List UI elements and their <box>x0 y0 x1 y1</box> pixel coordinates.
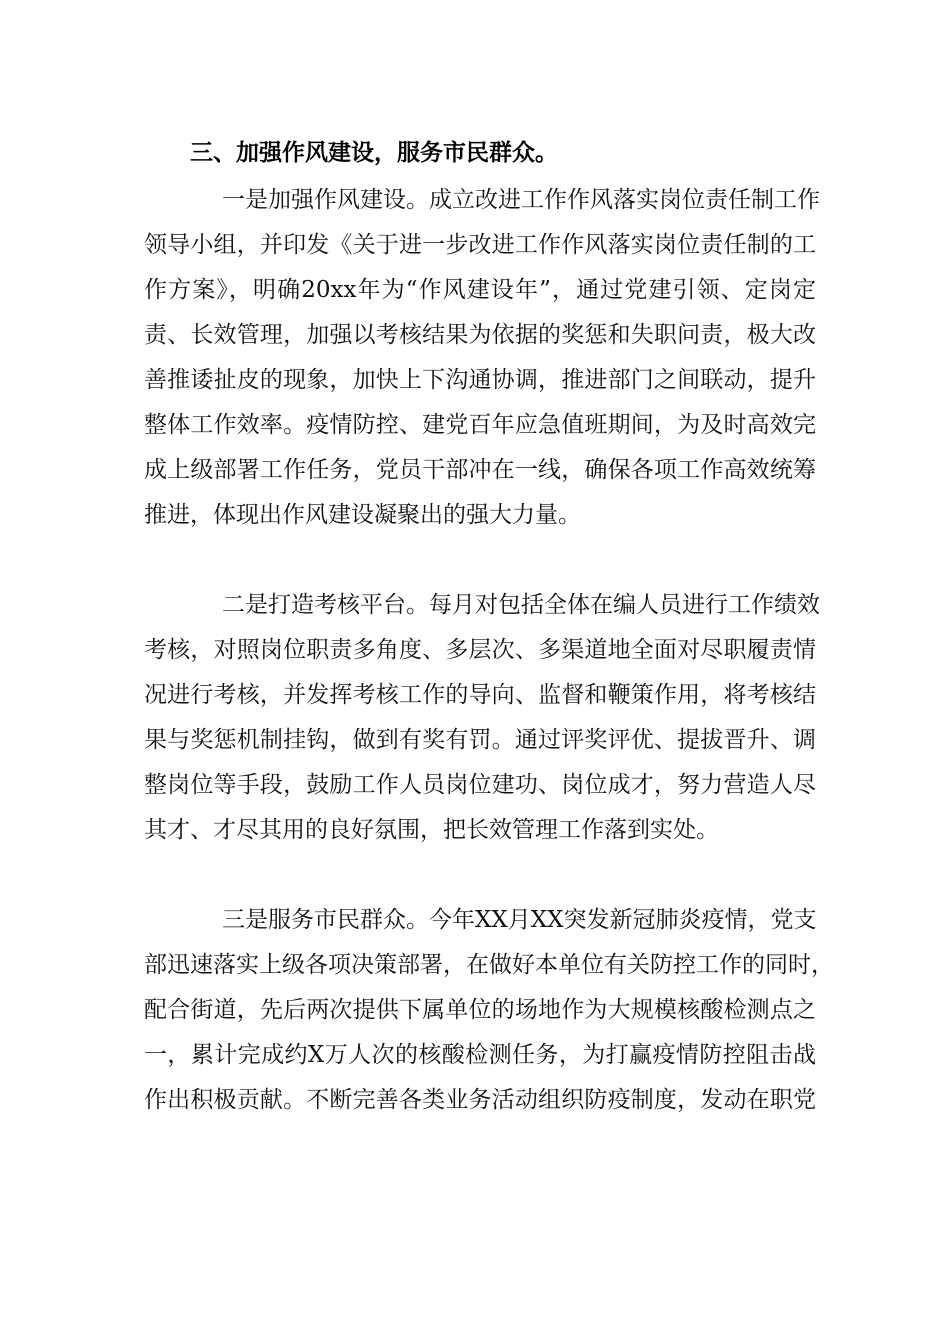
paragraph-line: 一是加强作风建设。成立改进工作作风落实岗位责任制工作 <box>222 187 820 213</box>
paragraph-line: 责、长效管理，加强以考核结果为依据的奖惩和失职问责，极大改 <box>144 322 816 348</box>
paragraph-line: 部迅速落实上级各项决策部署，在做好本单位有关防控工作的同时， <box>144 952 834 978</box>
paragraph-line: 善推诿扯皮的现象，加快上下沟通协调，推进部门之间联动，提升 <box>144 367 816 393</box>
paragraph-line: 领导小组，并印发《关于进一步改进工作作风落实岗位责任制的工 <box>144 232 816 258</box>
paragraph-line: 整岗位等手段，鼓励工作人员岗位建功、岗位成才，努力营造人尽 <box>144 772 816 798</box>
paragraph-line: 考核，对照岗位职责多角度、多层次、多渠道地全面对尽职履责情 <box>144 637 816 663</box>
paragraph-line: 配合街道，先后两次提供下属单位的场地作为大规模核酸检测点之 <box>144 997 816 1023</box>
paragraph-line: 二是打造考核平台。每月对包括全体在编人员进行工作绩效 <box>222 592 820 618</box>
paragraph-line: 成上级部署工作任务，党员干部冲在一线，确保各项工作高效统筹 <box>144 457 816 483</box>
paragraph-serve-citizens <box>144 898 834 1123</box>
paragraph-line: 作出积极贡献。不断完善各类业务活动组织防疫制度，发动在职党 <box>144 1087 816 1113</box>
paragraph-line: 其才、才尽其用的良好氛围，把长效管理工作落到实处。 <box>144 817 719 843</box>
section-heading: 三、加强作风建设，服务市民群众。 <box>190 140 558 166</box>
paragraph-line: 整体工作效率。疫情防控、建党百年应急值班期间，为及时高效完 <box>144 412 816 438</box>
paragraph-line: 一，累计完成约X万人次的核酸检测任务，为打赢疫情防控阻击战 <box>144 1042 816 1068</box>
paragraph-line: 果与奖惩机制挂钩，做到有奖有罚。通过评奖评优、提拔晋升、调 <box>144 727 816 753</box>
paragraph-work-style <box>144 178 820 538</box>
paragraph-assessment-platform <box>144 583 820 853</box>
paragraph-line: 作方案》，明确20xx年为“作风建设年”，通过党建引领、定岗定 <box>144 277 816 303</box>
paragraph-line: 三是服务市民群众。今年XX月XX突发新冠肺炎疫情，党支 <box>222 907 817 933</box>
paragraph-line: 推进，体现出作风建设凝聚出的强大力量。 <box>144 502 581 528</box>
paragraph-line: 况进行考核，并发挥考核工作的导向、监督和鞭策作用，将考核结 <box>144 682 816 708</box>
